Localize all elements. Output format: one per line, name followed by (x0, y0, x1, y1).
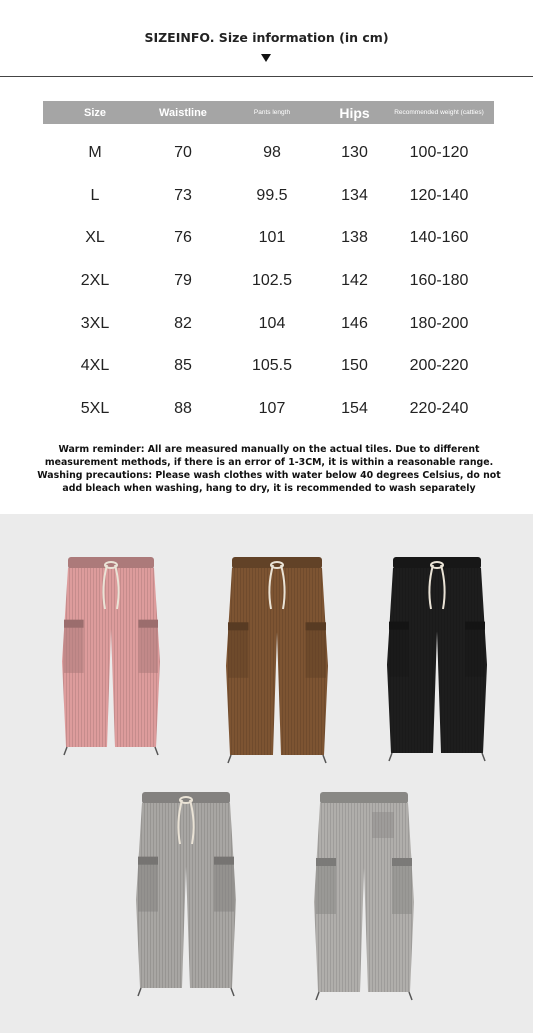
table-row (43, 388, 494, 431)
weight-cell: 120-140 (409, 186, 469, 204)
waistline-cell: 70 (174, 144, 192, 162)
size-cell: 3XL (80, 314, 110, 332)
product-photo (0, 514, 533, 1033)
hips-cell: 138 (341, 229, 368, 247)
washing-precautions: Washing precautions: Please wash clothes with water below 40 degrees Celsius, do not add bleach when washing, hang to dry, it is recommended to wash separately (37, 470, 501, 494)
column-header-hips: Hips (325, 101, 384, 124)
waistline-cell: 85 (174, 357, 192, 375)
pants-length-cell: 99.5 (256, 186, 288, 204)
pants-length-cell: 101 (258, 229, 286, 247)
pants-length-cell: 102.5 (251, 272, 293, 290)
pants-length-cell: 107 (258, 399, 286, 417)
hips-cell: 154 (341, 399, 368, 417)
weight-cell: 180-200 (409, 314, 469, 332)
waistline-cell: 79 (174, 272, 192, 290)
column-header-pants-length: Pants length (219, 101, 325, 124)
waistline-cell: 73 (174, 186, 192, 204)
column-header-recommended-weight: Recommended weight (catties) (384, 101, 494, 124)
column-header-size: Size (43, 101, 147, 124)
weight-cell: 160-180 (409, 272, 469, 290)
size-table-header (43, 101, 494, 124)
size-cell: M (88, 144, 102, 162)
notes-block (36, 443, 502, 495)
waistline-cell: 76 (174, 229, 192, 247)
down-arrow-icon (261, 54, 271, 62)
waistline-cell: 82 (174, 314, 192, 332)
weight-cell: 100-120 (409, 144, 469, 162)
hips-cell: 130 (341, 144, 368, 162)
table-row (43, 345, 494, 388)
hips-cell: 150 (341, 357, 368, 375)
hips-cell: 134 (341, 186, 368, 204)
measurement-reminder: Warm reminder: All are measured manually on the actual tiles. Due to different measurement methods, if there is an error of 1-3CM, it is within a reasonable range. (44, 444, 494, 468)
table-row (43, 260, 494, 303)
waistline-cell: 88 (174, 399, 192, 417)
table-row (43, 124, 494, 175)
weight-cell: 200-220 (409, 357, 469, 375)
pants-length-cell: 104 (258, 314, 286, 332)
size-cell: L (90, 186, 100, 204)
size-info-header (0, 0, 533, 77)
size-cell: XL (85, 229, 105, 247)
weight-cell: 220-240 (409, 399, 469, 417)
size-cell: 4XL (80, 357, 110, 375)
weight-cell: 140-160 (409, 229, 469, 247)
column-header-waistline: Waistline (147, 101, 219, 124)
pants-illustration (0, 514, 533, 1033)
table-row (43, 217, 494, 260)
size-cell: 5XL (80, 399, 110, 417)
size-table (43, 101, 494, 430)
size-cell: 2XL (80, 272, 110, 290)
hips-cell: 146 (341, 314, 368, 332)
hips-cell: 142 (341, 272, 368, 290)
pants-length-cell: 105.5 (251, 357, 293, 375)
size-info-title: SIZEINFO. Size information (in cm) (144, 30, 389, 45)
pants-length-cell: 98 (263, 144, 281, 162)
table-row (43, 175, 494, 218)
table-row (43, 302, 494, 345)
